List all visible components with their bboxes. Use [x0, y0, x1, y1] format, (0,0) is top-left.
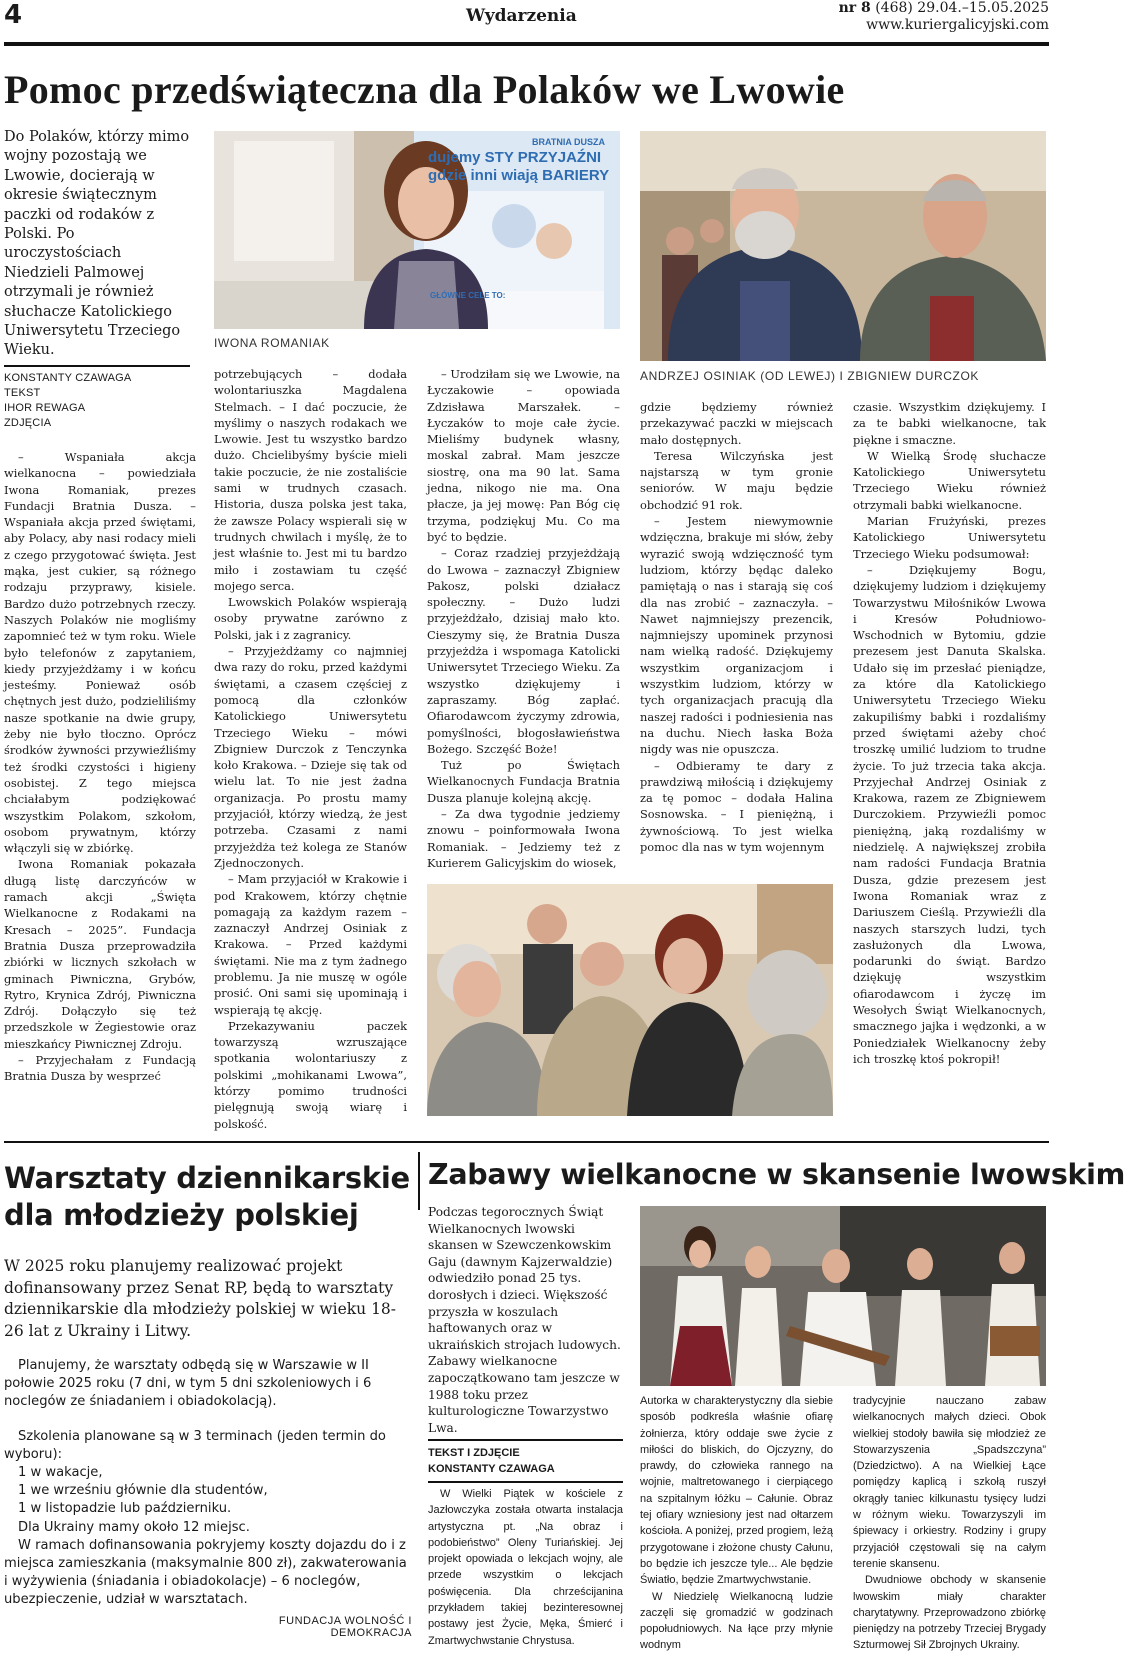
paragraph: W Wielką Środę słuchacze Katolickiego Uniwersytetu Trzeciego Wieku również otrzymali babki wielkanocne. [853, 448, 1046, 512]
paragraph: W Niedzielę Wielkanocną ludzie zaczęli się gromadzić w godzinach popołudniowych. Na łące przy młynie wodnym [640, 1590, 833, 1652]
workshops-title-line: dla młodzieży polskiej [4, 1198, 359, 1232]
paragraph: tradycyjnie nauczano zabaw wielkanocnych małych dzieci. Obok wielkiej stodoły bawiła się młodzież ze Stowarzyszenia „Spadszczyna” (Dziedzictwo). A na Wielkiej Łące pomiędzy kaplicą i szkołą ruszył okrągły taniec kilkunastu tysięcy ludzi w różnym wieku. Towarzyszyli im śpiewacy i orkiestry. Rodziny i grupy przyjaciół częstowali się na całym terenie skansenu. [853, 1395, 1046, 1570]
photo-seniors [427, 884, 833, 1116]
article-lead: Do Polaków, którzy mimo wojny pozostają we Lwowie, docierają w okresie świątecznym paczki od rodaków z Polski. Po uroczystościach Niedzieli Palmowej otrzymali je również słuchacze Katolickiego Uniwersytetu Trzeciego Wieku. [4, 129, 190, 359]
workshops-lead: W 2025 roku planujemy realizować projekt dofinansowany przez Senat RP, będą to warsztaty dziennikarskie dla młodzieży polskiej w wieku 18-26 lat z Ukrainy i Litwy. [4, 1257, 397, 1340]
author-credits [4, 365, 190, 431]
article-column-2 [214, 366, 407, 1131]
article-column-4 [640, 399, 833, 880]
credit-line: KONSTANTY CZAWAGA [428, 1463, 555, 1475]
photo-seniors-image [427, 884, 833, 1116]
photo-folk-musicians [640, 1206, 1046, 1386]
photo-folk-musicians-image [640, 1206, 1046, 1386]
paragraph: – Coraz rzadziej przyjeżdżają do Lwowa – zaznaczył Zbigniew Pakosz, polski działacz społeczny. – Dużo ludzi przyjeżdżało, dzisiaj mało kto. Cieszymy się, że Bratnia Dusza przyjeżdża i wspomaga Katolicki Uniwersytet Trzeciego Wieku. Za wszystko dziękujemy i zapraszamy. Bóg zapłać. Ofiarodawcom życzymy zdrowia, pomyślności, błogosławieństwa Bożego. Szczęść Boże! [427, 546, 620, 756]
credit-line: TEKST I ZDJĘCIE [428, 1447, 520, 1459]
paragraph: – Odbieramy te dary z prawdziwą miłością i dziękujemy za tę pomoc – dodała Halina Sosnowska. – I pieniężną, i żywnościową. To jest wielka pomoc dla nas w tym wojennym [640, 758, 833, 855]
photo-iwona-romaniak [214, 131, 620, 329]
easter-games-column-2 [640, 1393, 833, 1652]
website: www.kuriergalicyjski.com [866, 17, 1049, 33]
easter-games-column-1 [428, 1486, 623, 1647]
paragraph: czasie. Wszystkim dziękujemy. I za te babki wielkanocne, tak piękne i smaczne. [853, 400, 1046, 447]
article-title: Pomoc przedświąteczna dla Polaków we Lwowie [4, 67, 845, 112]
paragraph: Teresa Wilczyńska jest najstarszą w tym gronie seniorów. W maju będzie obchodzić 91 rok. [640, 448, 833, 512]
section-divider [4, 1141, 1049, 1143]
paragraph: potrzebujących – dodała wolontariuszka Magdalena Stelmach. – I dać poczucie, że myślimy o naszych rodakach we Lwowie. Jest tu wszystko bardzo dużo. Chcielibyśmy byście mieli takie poczucie, że nie zostaliście sami w trudnych czasach. Historia, dusza polska jest taka, że zawsze Polacy wspierali się w trudnych chwilach i myślę, że to jest właśnie to. Jest mi tu bardzo miło i zostawiam tu część mojego serca. [214, 367, 407, 593]
paragraph: Przekazywaniu paczek towarzyszą wzruszające spotkania wolontariuszy z polskimi „mohikanami Lwowa”, którzy pomimo trudności pielęgnują swoją wiarę i polskość. [214, 1018, 407, 1131]
article-column-1 [4, 449, 196, 1113]
paragraph: Dwudniowe obchody w skansenie lwowskim miały charakter charytatywny. Przeprowadzono zbiórkę pieniędzy na potrzeby Trzeciej Brygady Szturmowej Sił Zbrojnych Ukrainy. [853, 1574, 1046, 1652]
section-name: Wydarzenia [466, 6, 577, 26]
workshops-title [4, 1160, 414, 1234]
paragraph: – Jestem niewymownie wdzięczna, brakuje mi słów, żeby wyrazić swoją wdzięczność tym ludziom, którzy będąc daleko pamiętają o nas i starają się coś dla nas zrobić – zaznaczyła. – Nawet najmniejszy prezencik, najmniejszy upominek przynosi nam wielką radość. Dziękujemy wszystkim organizacjom i wszystkim ludziom, którzy w tych organizacjach pracują dla naszej radości i podniesienia nas na duchu. Niech łaska Boża nigdy was nie opuszcza. [640, 514, 833, 757]
paragraph: Marian Frużyński, prezes Katolickiego Uniwersytetu Trzeciego Wieku podsumował: [853, 514, 1046, 561]
credit-line: ZDJĘCIA [4, 417, 52, 429]
credit-line: KONSTANTY CZAWAGA [4, 372, 132, 384]
list-item: 1 we wrześniu głównie dla studentów, [18, 1483, 268, 1499]
page-number: 4 [4, 0, 23, 30]
paragraph: W ramach dofinansowania pokryjemy koszty dojazdu do i z miejsca zamieszkania (maksymalnie 800 zł), zakwaterowania i wyżywienia (śniadania i obiadokolacje) – 6 noclegów, ubezpieczenie, udział w warsztatach. [4, 1537, 407, 1608]
photo-osiniak-durczok-image [640, 131, 1046, 361]
easter-games-title: Zabawy wielkanocne w skansenie lwowskim [428, 1158, 1125, 1191]
paragraph: Tuż po Świętach Wielkanocnych Fundacja Bratnia Dusza planuje kolejną akcję. [427, 758, 620, 805]
photo-osiniak-durczok [640, 131, 1046, 361]
paragraph: – Za dwa tygodnie jedziemy znowu – poinformowała Iwona Romaniak. – Jedziemy też z Kurierem Galicyjskim do wiosek, [427, 807, 620, 870]
paragraph: Iwona Romaniak pokazała długą listę darczyńców w ramach akcji „Święta Wielkanocne z Rodakami na Kresach – 2025”. Fundacja Bratnia Dusza przeprowadziła zbiórki w licznych szkołach w gminach Piwniczna, Grybów, Rytro, Krynica Zdrój, Piwniczna Zdrój. Dołączyło się też przedszkole w Żegiestowie oraz mieszkańcy Piwnicznej Zdroju. [4, 857, 196, 1051]
list-item: 1 w wakacje, [18, 1465, 103, 1481]
article-column-5 [853, 399, 1046, 1115]
article-column-3 [427, 366, 620, 880]
issue-dates: (468) 29.04.–15.05.2025 [875, 0, 1049, 16]
issue-nr: nr 8 [838, 0, 871, 16]
paragraph: Lwowskich Polaków wspierają osoby prywatne zarówno z Polski, jak i z zagranicy. [214, 595, 407, 642]
paragraph: – Przyjeżdżamy co najmniej dwa razy do roku, przed każdymi świętami, a czasem częściej z pomocą dla członków Katolickiego Uniwersytetu Trzeciego Wieku – mówi Zbigniew Durczok z Tenczynka koło Krakowa. – Dzieje się tak od wielu lat. To nie jest żadna organizacja. Po prostu mamy przyjaciół, którzy wiedzą, że jest potrzeba. Czasami z nami przyjeżdża też kolega ze Stanów Zjednoczonych. [214, 644, 407, 870]
credit-line: IHOR REWAGA [4, 402, 86, 414]
easter-games-column-3 [853, 1393, 1046, 1652]
workshops-body [4, 1357, 412, 1610]
paragraph: Szkolenia planowane są w 3 terminach (jeden termin do wyboru): [4, 1428, 386, 1462]
paragraph: gdzie będziemy również przekazywać paczki w miejscach mało dostępnych. [640, 400, 833, 447]
paragraph: – Wspaniała akcja wielkanocna – powiedziała Iwona Romaniak, prezes Fundacji Bratnia Dusza. – Wspaniała akcja przed świętami, aby Polacy, aby nasi rodacy mieli z czego przygotować święta. Jest mąka, jest cukier, są różnego rodzaju przyprawy, kisiele. Bardzo dużo potrzebnych rzeczy. Naszych Polaków nie mogliśmy zapomnieć też w tym roku. Wiele było telefonów z zapytaniem, kiedy przyjeżdżamy i w końcu jesteśmy. Ponieważ osób chętnych jest dużo, podzieliliśmy nasze spotkanie na dwie grupy, żeby nie było tłoczno. Oprócz środków żywności przywieźliśmy też środki czystości i higieny osobistej. Z tego miejsca chciałabym podziękować wszystkim Polakom, szkołom, osobom prywatnym, którzy włączyli się w zbiórkę. [4, 450, 196, 856]
workshops-signature: FUNDACJA WOLNOŚĆ I DEMOKRACJA [278, 1615, 412, 1639]
paragraph: – Dziękujemy Bogu, dziękujemy ludziom i dziękujemy Towarzystwu Miłośników Lwowa i Kresów Południowo-Wschodnich w Bytomiu, gdzie prezesem jest Danuta Skalska. Udało się im przesłać pieniądze, za które dla Katolickiego Uniwersytetu Trzeciego Wieku zakupiliśmy babki i rozdaliśmy przed świętami ażeby choć troszkę umilić ludziom to trudne życie. To już trzecia taka akcja. Przyjechał Andrzej Osiniak z Krakowa, razem ze Zbigniewem Durczokiem. Przywieźli pomoc pieniężną, jaką rozdaliśmy w niedzielę. A największej zrobiła nam radości Fundacja Bratnia Dusza, gdzie prezesem jest Iwona Romaniak wraz z Dariuszem Cieślą. Przywieźli dla naszych starszych ludzi, tych zasłużonych dla Lwowa, podarunki do świąt. Bardzo dziękuję wszystkim ofiarodawcom i życzę im Wesołych Świąt Wielkanocnych, smacznego jajka i wędzonki, a w Poniedziałek Wielkanocny żeby ich troszkę ktoś pokropił! [853, 562, 1046, 1066]
list-item: Dla Ukrainy mamy około 12 miejsc. [18, 1519, 250, 1535]
paragraph: – Urodziłam się we Lwowie, na Łyczakowie – opowiada Zdzisława Marszałek. – Łyczaków to moje całe życie. Mieliśmy budynek własny, moskal zabrał. Mam jeszcze siostrę, ona ma 90 lat. Sama jedna, nikogo nie ma. Ona płacze, ja jej mowę: Pan Bóg cię trzyma, podziękuj Mu. Co ma być to będzie. [427, 367, 620, 544]
issue-info [839, 0, 1049, 34]
poster-goals: GŁÓWNE CELE TO: [430, 291, 506, 300]
workshops-title-line: Warsztaty dziennikarskie [4, 1161, 410, 1195]
page-header [4, 0, 1049, 46]
paragraph: Autorka w charakterystyczny dla siebie sposób podkreśla właśnie ofiarę żołnierza, który oddaje swe życie z miłości do bliskich, do Ojczyzny, do prawdy, do człowieka rannego na wojnie, maltretowanego i cierpiącego na szpitalnym łóżku – Całunie. Obraz tej ofiary wzniesiony jest nad ołtarzem kościoła. A poniżej, przed progiem, leżą przygotowane i złożone chusty Całunu, bo będzie ich jeszcze tyle... Ale będzie Światło, będzie Zmartwychwstanie. [640, 1395, 833, 1587]
photo-caption: IWONA ROMANIAK [214, 336, 330, 350]
photo-caption: ANDRZEJ OSINIAK (OD LEWEJ) I ZBIGNIEW DURCZOK [640, 369, 980, 383]
poster-brand: BRATNIA DUSZA [532, 137, 605, 147]
list-item: 1 w listopadzie lub październiku. [18, 1501, 232, 1517]
easter-games-credits [428, 1439, 623, 1483]
paragraph: – Przyjechałam z Fundacją Bratnia Dusza by wesprzeć [4, 1052, 196, 1084]
paragraph: Planujemy, że warsztaty odbędą się w Warszawie w II połowie 2025 roku (7 dni, w tym 5 dni szkoleniowych i 6 noclegów ze śniadaniem i obiadokolacją). [4, 1358, 372, 1410]
easter-games-lead: Podczas tegorocznych Świąt Wielkanocnych lwowski skansen w Szewczenkowskim Gaju (dawnym Kajzerwaldzie) odwiedziło ponad 25 tys. dorosłych i dzieci. Większość przyszła w koszulach haftowanych oraz w ukraińskich strojach ludowych. Zabawy wielkanocne zapoczątkowano tam jeszcze w 1988 toku przez kulturologiczne Towarzystwo Lwa. [428, 1205, 621, 1435]
poster-text: dujemy STY PRZYJAŹNI gdzie inni wiają BARIERY [428, 149, 610, 184]
column-divider [418, 1152, 420, 1210]
paragraph: W Wielki Piątek w kościele z Jazłowczyka została otwarta instalacja artystyczna pt. „Na obraz i podobieństwo” Oleny Turiańskiej. Jej projekt opowiada o lekcjach wojny, ale przede wszystkim o lekcjach poświęcenia. Dla chrześcijanina przykładem takiej bezinteresownej postawy jest Życie, Męka, Śmierć i Zmartwychwstanie Chrystusa. [428, 1488, 623, 1647]
paragraph: – Mam przyjaciół w Krakowie i pod Krakowem, którzy chętnie pomagają za każdym razem – zaznaczył Andrzej Osiniak z Krakowa. – Przed każdymi świętami. Nie ma z tym żadnego problemu. Ja nie muszę w ogóle prosić. Oni sami się upominają i wspierają tę akcję. [214, 872, 407, 1017]
credit-line: TEKST [4, 387, 41, 399]
